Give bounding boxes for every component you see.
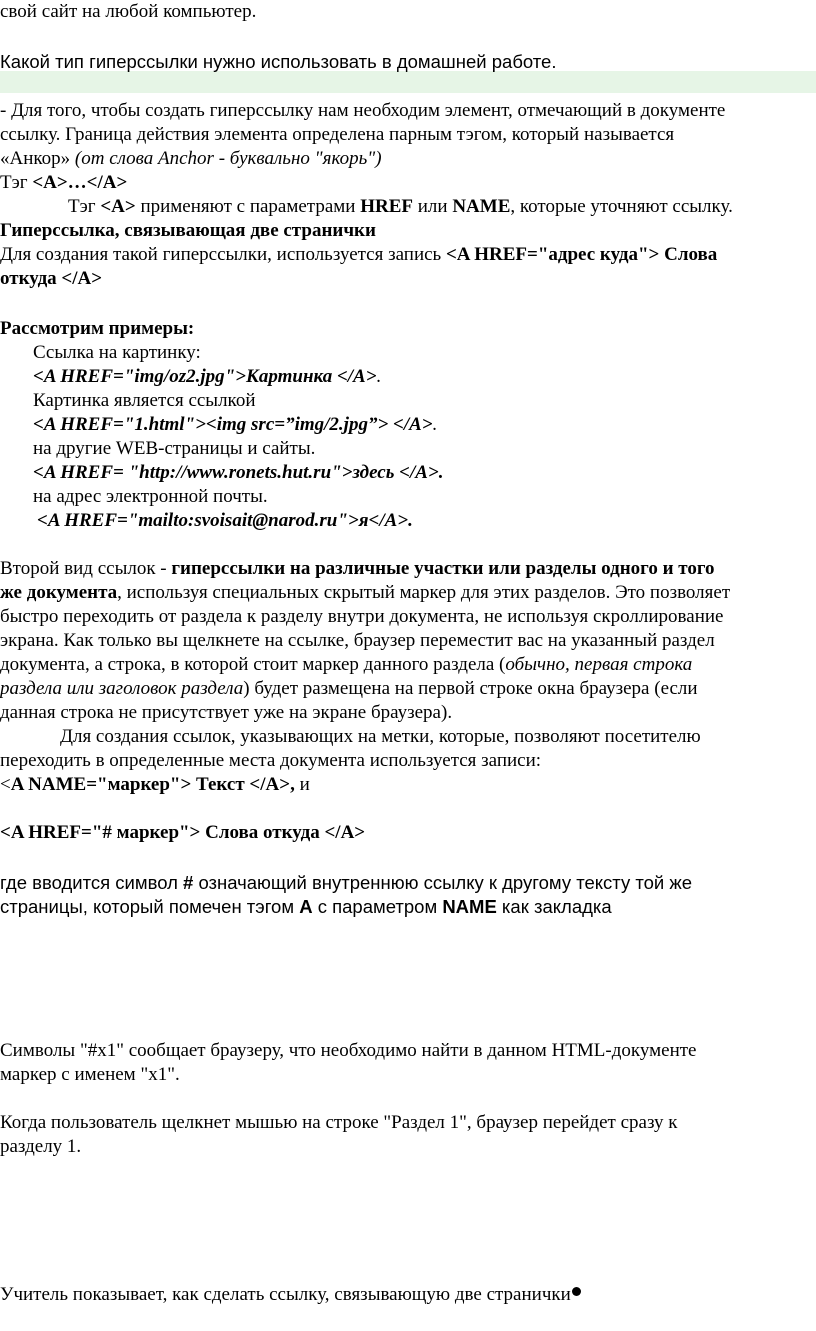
- example-code: <A HREF="mailto:svoisait@narod.ru">я</A>.: [37, 510, 413, 531]
- second-type-text: данная строка не присутствует уже на экране браузера).: [0, 702, 453, 723]
- highlight-band: [0, 71, 816, 93]
- examples-heading: Рассмотрим примеры:: [0, 318, 195, 339]
- name-code-line: <A NAME="маркер"> Текст </A>, и: [0, 774, 310, 795]
- example-label: Ссылка на картинку:: [33, 342, 201, 363]
- explain-text: где вводится символ # означающий внутреннюю ссылку к другому тексту той же: [0, 872, 693, 893]
- anchor-text-line: «Анкор» (от слова Anchor - буквально "якорь"): [0, 148, 382, 169]
- example-label: Картинка является ссылкой: [33, 390, 256, 411]
- second-type-text: переходить в определенные места документа используется записи:: [0, 750, 542, 771]
- second-type-text: Второй вид ссылок - гиперссылки на различные участки или разделы одного и того: [0, 558, 715, 579]
- href-code-line: <A HREF="# маркер"> Слова откуда </A>: [0, 822, 366, 843]
- intro-line: свой сайт на любой компьютер.: [0, 1, 257, 22]
- example-label: на адрес электронной почты.: [33, 486, 268, 507]
- anchor-text-line: ссылку. Граница действия элемента определена парным тэгом, который называется: [0, 124, 675, 145]
- example-code: <A HREF="1.html"><img src=”img/2.jpg”> </A>.: [33, 414, 438, 435]
- anchor-tag-line: Тэг <A>…</A>: [0, 172, 128, 193]
- example-label: на другие WEB-страницы и сайты.: [33, 438, 316, 459]
- teacher-line: Учитель показывает, как сделать ссылку, связывающую две странички: [0, 1283, 581, 1307]
- anchor-params-line: Тэг <A> применяют с параметрами HREF или NAME, которые уточняют ссылку.: [68, 196, 733, 217]
- second-type-text: Для создания ссылок, указывающих на метки, которые, позволяют посетителю: [60, 726, 701, 747]
- second-type-text: быстро переходить от раздела к разделу внутри документа, не используя скроллирование: [0, 606, 724, 627]
- example-code: <A HREF= "http://www.ronets.hut.ru">здесь </A>.: [33, 462, 444, 483]
- two-pages-text: откуда </A>: [0, 268, 103, 289]
- homework-question: Какой тип гиперссылки нужно использовать в домашней работе.: [0, 51, 557, 72]
- explain-text: страницы, который помечен тэгом А с параметром NAME как закладка: [0, 896, 612, 917]
- click-text: разделу 1.: [0, 1136, 82, 1157]
- symbols-text: маркер с именем "x1".: [0, 1064, 180, 1085]
- bullet-dot-icon: [572, 1287, 581, 1296]
- click-text: Когда пользователь щелкнет мышью на строке "Раздел 1", браузер перейдет сразу к: [0, 1112, 678, 1133]
- second-type-text: же документа, используя специальных скрытый маркер для этих разделов. Это позволяет: [0, 582, 731, 603]
- second-type-text: документа, а строка, в которой стоит маркер данного раздела (обычно, первая строка: [0, 654, 693, 675]
- two-pages-heading: Гиперссылка, связывающая две странички: [0, 220, 376, 241]
- second-type-text: экрана. Как только вы щелкнете на ссылке, браузер переместит вас на указанный раздел: [0, 630, 715, 651]
- two-pages-text: Для создания такой гиперссылки, используется запись <A HREF="адрес куда"> Слова: [0, 244, 718, 265]
- example-code: <A HREF="img/oz2.jpg">Картинка </A>.: [33, 366, 382, 387]
- second-type-text: раздела или заголовок раздела) будет размещена на первой строке окна браузера (если: [0, 678, 698, 699]
- anchor-text-line: - Для того, чтобы создать гиперссылку нам необходим элемент, отмечающий в документе: [0, 100, 726, 121]
- symbols-text: Символы "#x1" сообщает браузеру, что необходимо найти в данном HTML-документе: [0, 1040, 697, 1061]
